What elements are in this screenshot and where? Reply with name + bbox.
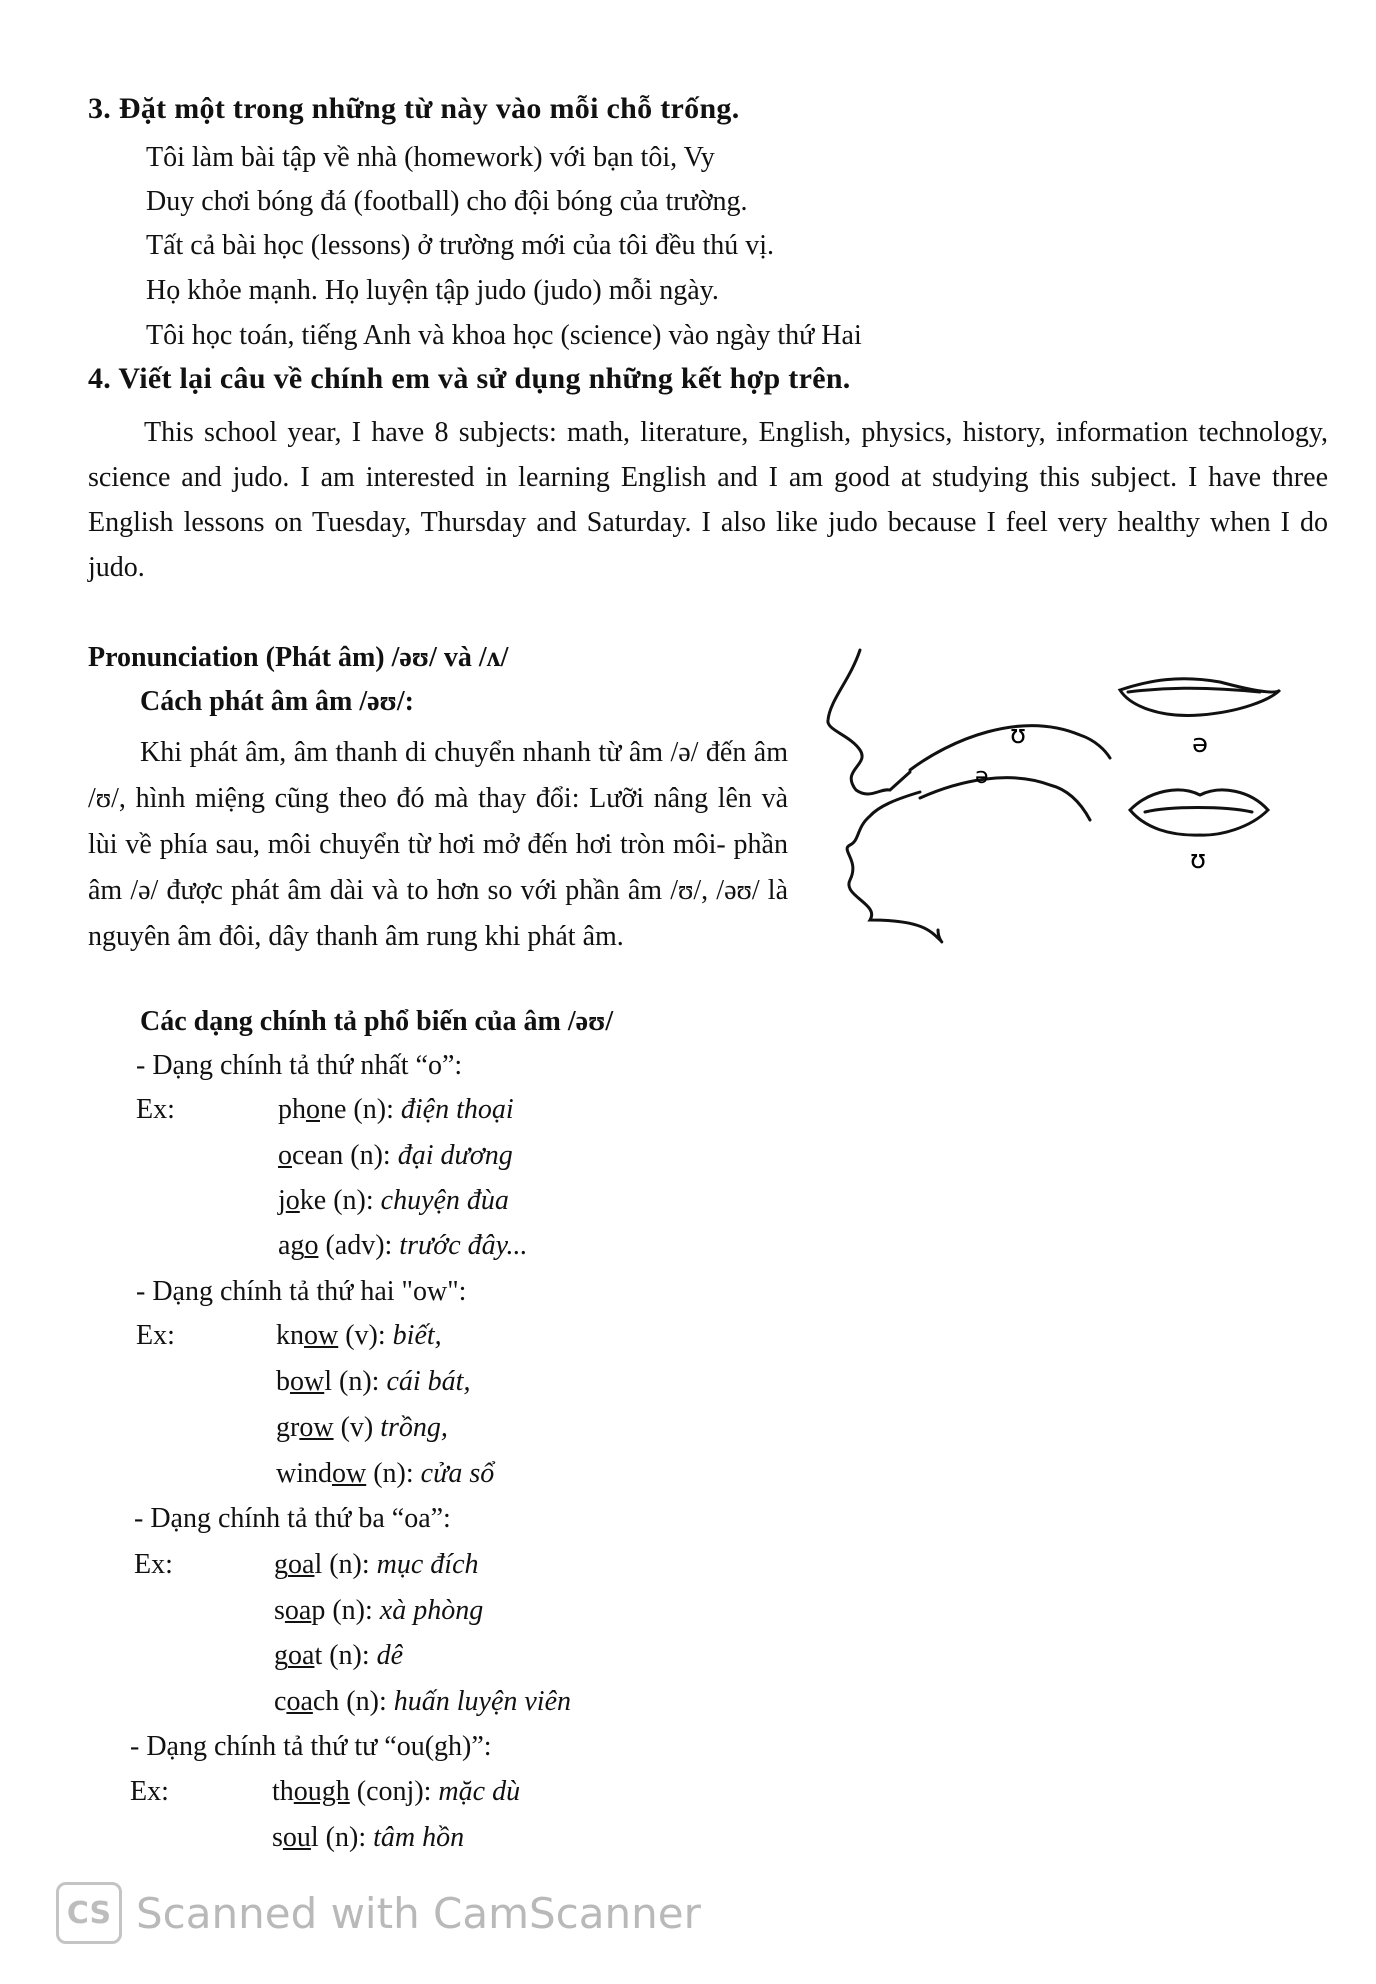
section-3-line: Họ khỏe mạnh. Họ luyện tập judo (judo) mỗi ngày.: [146, 275, 719, 306]
section-3-line: Duy chơi bóng đá (football) cho đội bóng của trường.: [146, 186, 748, 217]
example-row: bowl (n): cái bát,: [276, 1366, 471, 1397]
section-4-paragraph: [88, 410, 1328, 590]
lips-schwa: [1120, 679, 1280, 716]
example-row: window (n): cửa sổ: [276, 1458, 495, 1489]
ex-label: Ex:: [130, 1776, 169, 1807]
lips-label-schwa: ə: [1192, 729, 1208, 759]
camscanner-watermark: [56, 1882, 701, 1944]
spelling-group-title: - Dạng chính tả thứ tư “ou(gh)”:: [130, 1731, 492, 1762]
mouth-diagram: [820, 640, 1300, 960]
ex-label: Ex:: [136, 1094, 175, 1125]
pronunciation-text: Khi phát âm, âm thanh di chuyển nhanh từ âm /ə/ đến âm /ʊ/, hình miệng cũng theo đó mà thay đổi: Lưỡi nâng lên và lùi về phía sau, môi chuyển từ hơi mở đến hơi tròn môi- phần âm /ə/ được phát âm dài và to hơn so với phần âm /ʊ/, /əʊ/ là nguyên âm đôi, dây thanh âm rung khi phát âm.: [88, 737, 788, 952]
example-row: ocean (n): đại dương: [278, 1140, 513, 1171]
spelling-group-title: - Dạng chính tả thứ nhất “o”:: [136, 1050, 463, 1081]
tongue-arc-schwa: [920, 778, 1090, 820]
example-row: soul (n): tâm hồn: [272, 1822, 465, 1853]
example-row: though (conj): mặc dù: [272, 1776, 521, 1807]
section-3-line: Tất cả bài học (lessons) ở trường mới của tôi đều thú vị.: [146, 230, 775, 261]
example-row: soap (n): xà phòng: [274, 1595, 484, 1626]
section-4-text: This school year, I have 8 subjects: math, literature, English, physics, history, information technology, science and judo. I am interested in learning English and I am good at studying this subject. I have three English lessons on Tuesday, Thursday and Saturday. I also like judo because I feel very healthy when I do judo.: [88, 417, 1328, 583]
figure-label-schwa: ə: [975, 764, 989, 789]
example-row: grow (v) trồng,: [276, 1412, 448, 1443]
example-row: joke (n): chuyện đùa: [278, 1185, 509, 1216]
pronunciation-paragraph: [88, 730, 788, 960]
example-row: goat (n): dê: [274, 1640, 404, 1671]
section-4-heading: 4. Viết lại câu về chính em và sử dụng những kết hợp trên.: [88, 362, 851, 395]
section-3-heading: 3. Đặt một trong những từ này vào mỗi chỗ trống.: [88, 92, 740, 125]
spelling-group-title: - Dạng chính tả thứ hai "ow":: [136, 1276, 467, 1307]
face-profile: [828, 650, 910, 794]
ex-label: Ex:: [136, 1320, 175, 1351]
example-row: goal (n): mục đích: [274, 1549, 479, 1580]
camscanner-text: Scanned with CamScanner: [136, 1888, 701, 1938]
example-row: coach (n): huấn luyện viên: [274, 1686, 572, 1717]
ex-label: Ex:: [134, 1549, 173, 1580]
section-3-line: Tôi làm bài tập về nhà (homework) với bạn tôi, Vy: [146, 142, 715, 173]
pronunciation-subheading: Cách phát âm âm /əʊ/:: [140, 686, 414, 717]
lower-face: [847, 792, 942, 942]
example-row: phone (n): điện thoại: [278, 1094, 514, 1125]
camscanner-logo-icon: CS: [56, 1882, 122, 1944]
lips-label-u: ʊ: [1190, 845, 1207, 875]
pronunciation-heading: Pronunciation (Phát âm) /əʊ/ và /ʌ/: [88, 642, 509, 673]
figure-label-u: ʊ: [1010, 720, 1027, 750]
section-3-line: Tôi học toán, tiếng Anh và khoa học (science) vào ngày thứ Hai: [146, 320, 862, 351]
spelling-heading: Các dạng chính tả phổ biến của âm /əʊ/: [140, 1006, 614, 1037]
example-row: ago (adv): trước đây...: [278, 1230, 528, 1261]
spelling-group-title: - Dạng chính tả thứ ba “oa”:: [134, 1503, 451, 1534]
example-row: know (v): biết,: [276, 1320, 442, 1351]
